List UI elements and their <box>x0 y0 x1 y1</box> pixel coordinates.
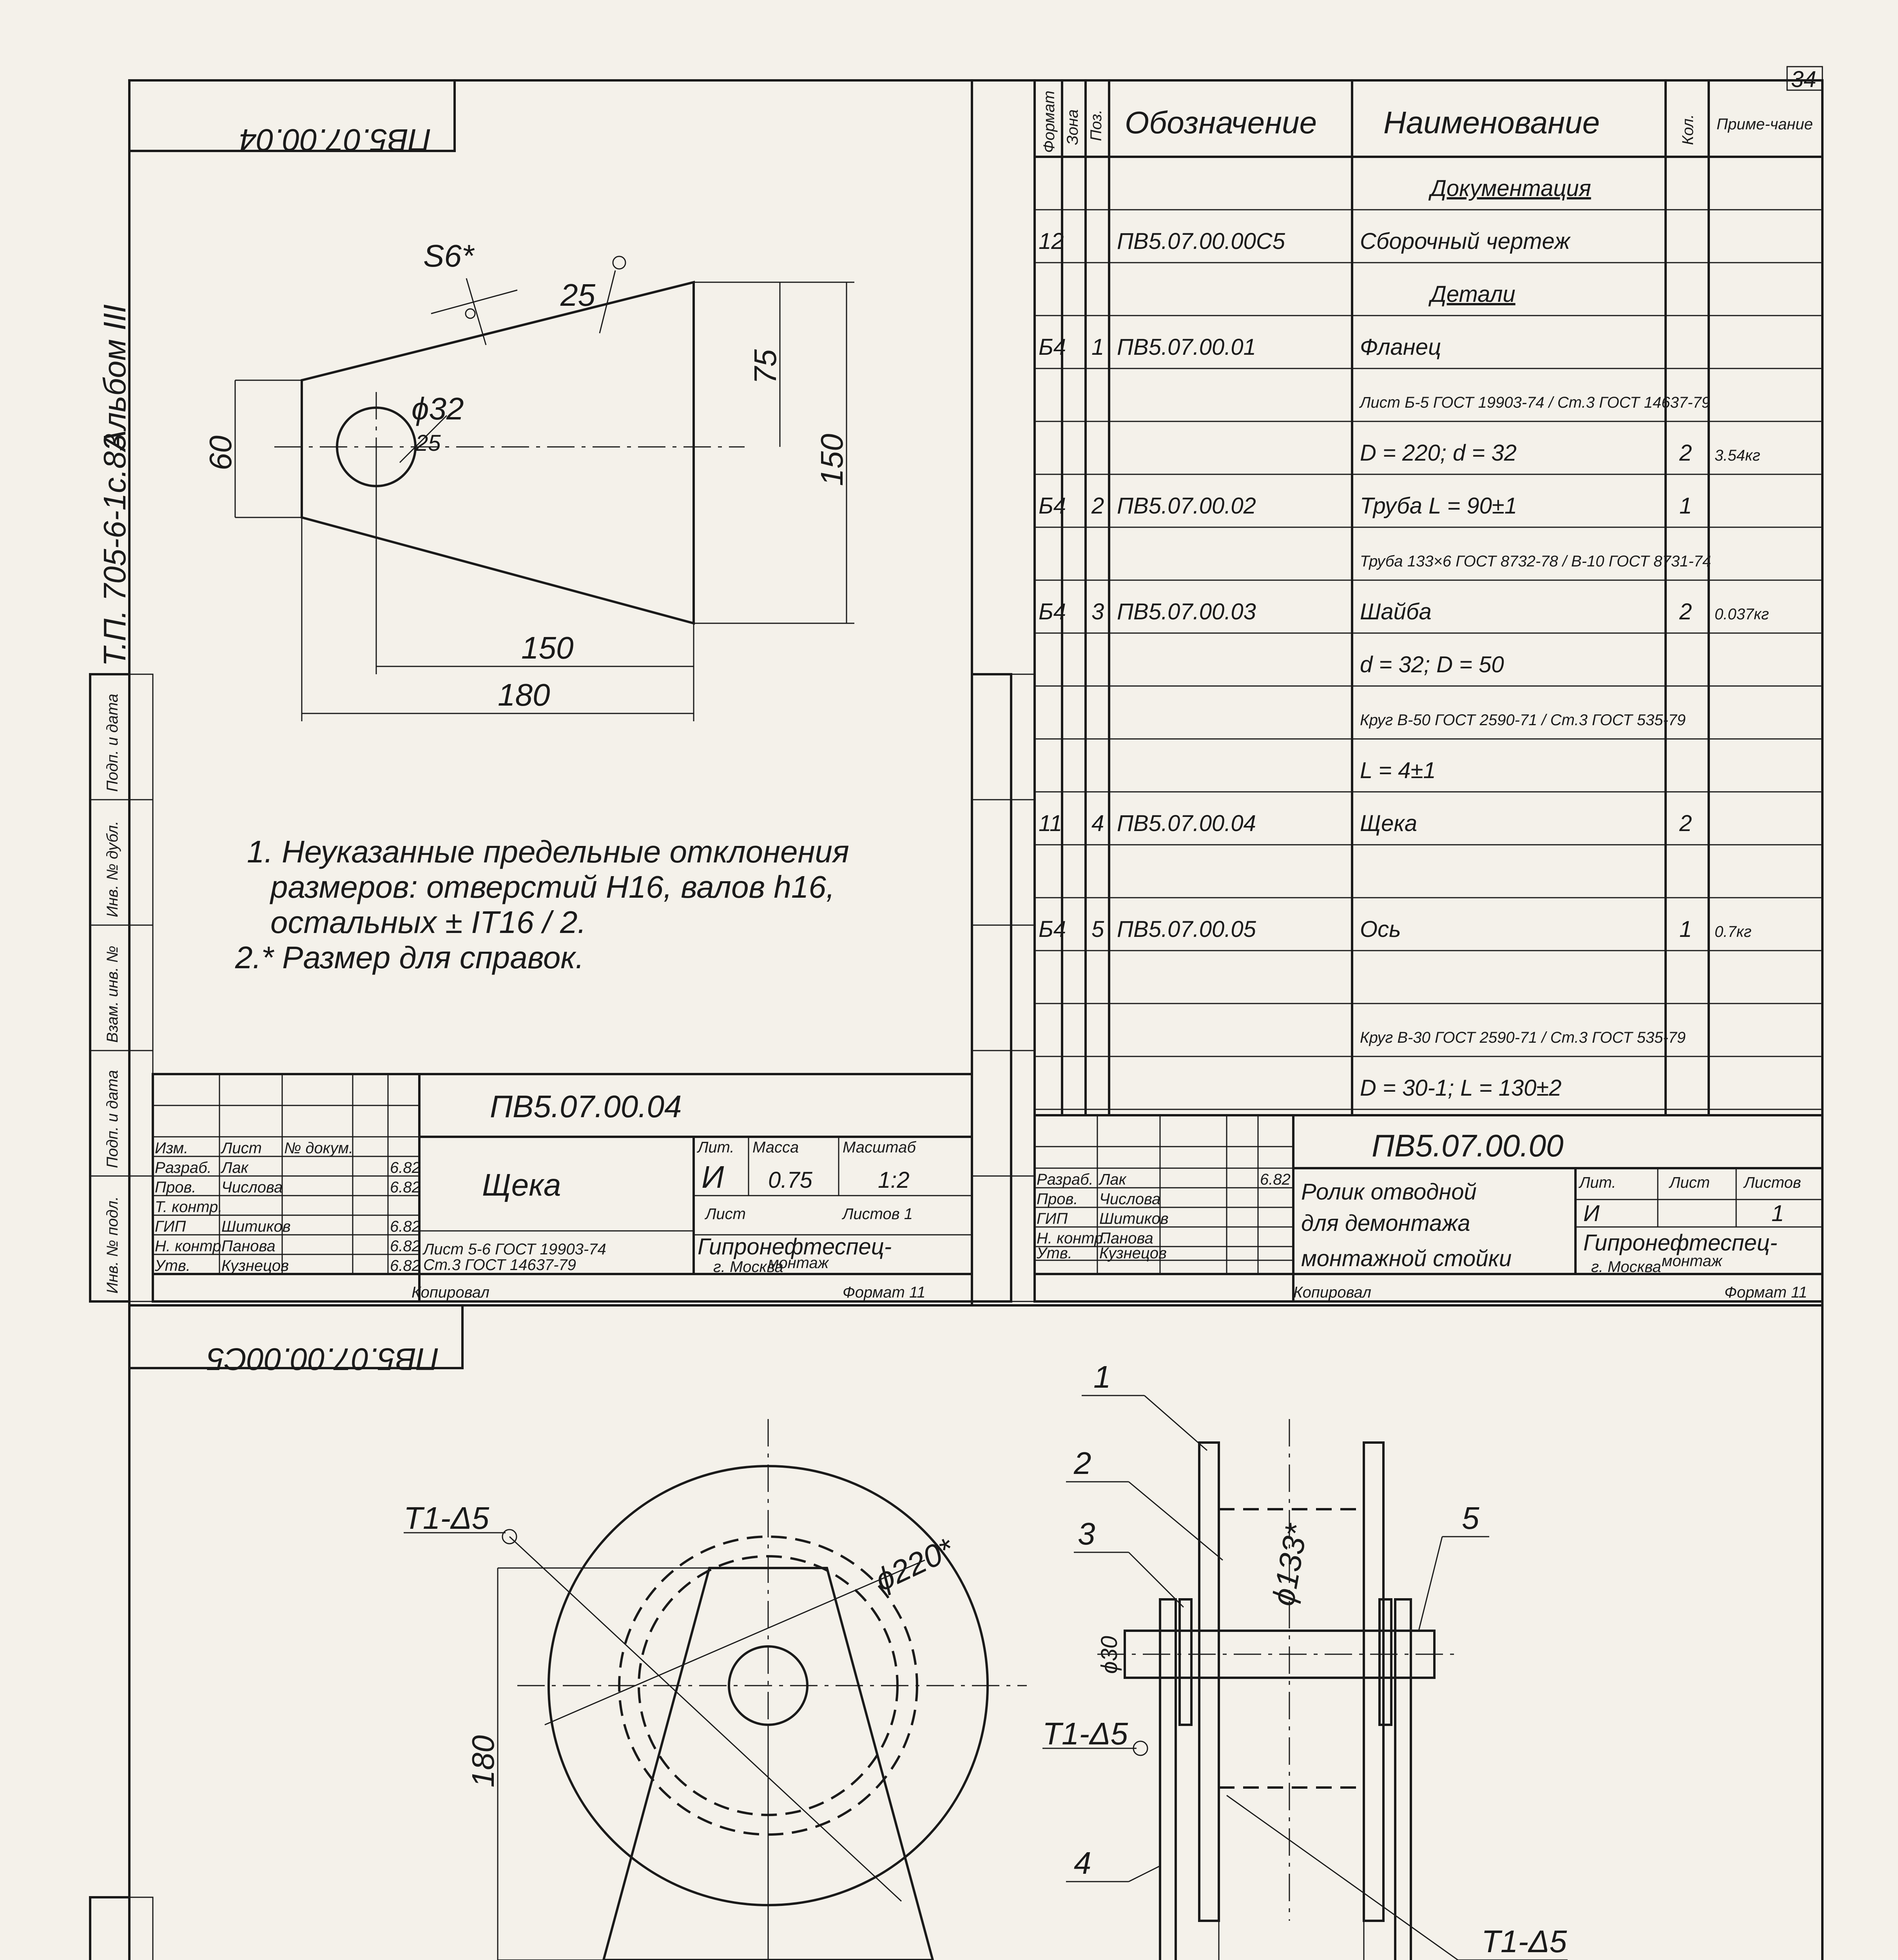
svg-text:Ст.3 ГОСТ 14637-79: Ст.3 ГОСТ 14637-79 <box>423 1256 576 1274</box>
svg-text:Разраб.: Разраб. <box>1037 1171 1093 1188</box>
svg-text:Формат: Формат <box>1041 91 1058 153</box>
spec-cell-qty: 2 <box>1679 811 1692 836</box>
svg-text:Шитиков: Шитиков <box>221 1218 291 1235</box>
part-title-code: ПВ5.07.00.04 <box>490 1089 682 1124</box>
dim-180-front: 180 <box>466 1735 500 1788</box>
spec-cell-name: Фланец <box>1360 334 1441 360</box>
spec-cell-qty: 1 <box>1679 493 1692 519</box>
svg-text:6.82: 6.82 <box>390 1218 421 1235</box>
stamp-label-3: Инв. № дубл. <box>104 821 121 917</box>
album-label: Альбом III <box>97 304 132 451</box>
svg-text:Т. контр.: Т. контр. <box>155 1198 223 1216</box>
spec-cell-designation: ПВ5.07.00.04 <box>1117 811 1256 836</box>
svg-text:ГИП: ГИП <box>155 1218 186 1235</box>
svg-text:Лит.: Лит. <box>698 1139 734 1156</box>
svg-text:Н. контр.: Н. контр. <box>1037 1230 1108 1247</box>
spec-cell-format: 11 <box>1039 811 1062 836</box>
spec-cell-name: d = 32; D = 50 <box>1360 652 1504 677</box>
callout-5: 5 <box>1462 1501 1479 1535</box>
roughness-25: 25 <box>560 278 595 312</box>
dim-150-bottom: 150 <box>521 630 574 665</box>
svg-text:Разраб.: Разраб. <box>155 1159 212 1176</box>
svg-text:Формат 11: Формат 11 <box>1724 1284 1807 1301</box>
svg-text:№ докум.: № докум. <box>284 1140 353 1157</box>
assembly-code-rotated: ПВ5.07.00.00С5 <box>207 1342 439 1377</box>
svg-text:Наименование: Наименование <box>1383 105 1600 140</box>
spec-cell-note: 0.037кг <box>1715 606 1769 623</box>
svg-text:Гипронефтеспец-: Гипронефтеспец- <box>698 1234 892 1259</box>
spec-cell-name: Документация <box>1430 176 1591 201</box>
svg-text:Зона: Зона <box>1064 109 1081 145</box>
spec-cell-name: Труба L = 90±1 <box>1360 493 1517 519</box>
svg-text:Утв.: Утв. <box>1037 1245 1072 1262</box>
spec-cell-name: Детали <box>1430 281 1515 307</box>
part-note-3: остальных ± IT16 / 2. <box>270 905 586 940</box>
svg-text:Изм.: Изм. <box>155 1140 189 1157</box>
hole-roughness: 25 <box>415 430 441 456</box>
svg-text:Числова: Числова <box>1099 1191 1161 1208</box>
svg-text:г. Москва: г. Москва <box>713 1258 783 1276</box>
svg-text:6.82: 6.82 <box>1260 1171 1291 1188</box>
svg-text:Поз.: Поз. <box>1088 109 1105 141</box>
svg-text:Шитиков: Шитиков <box>1099 1210 1169 1227</box>
spec-cell-designation: ПВ5.07.00.01 <box>1117 334 1256 360</box>
svg-text:ГИП: ГИП <box>1037 1210 1068 1227</box>
svg-text:1: 1 <box>1771 1201 1784 1226</box>
svg-text:Ролик отводной: Ролик отводной <box>1301 1179 1477 1205</box>
spec-cell-format: Б4 <box>1039 493 1066 519</box>
spec-cell-designation: ПВ5.07.00.05 <box>1117 916 1256 942</box>
svg-text:Пров.: Пров. <box>1037 1191 1078 1208</box>
svg-text:Масштаб: Масштаб <box>843 1139 916 1156</box>
svg-text:Обозначение: Обозначение <box>1125 105 1317 140</box>
svg-text:Утв.: Утв. <box>155 1257 190 1274</box>
svg-text:Пров.: Пров. <box>155 1179 196 1196</box>
callout-3: 3 <box>1078 1516 1095 1551</box>
callout-2: 2 <box>1074 1446 1091 1481</box>
spec-cell-designation: ПВ5.07.00.02 <box>1117 493 1256 519</box>
svg-text:Копировал: Копировал <box>1293 1284 1371 1301</box>
svg-text:Панова: Панова <box>1099 1230 1153 1247</box>
stamp-label-1: Подп. и дата <box>104 1070 121 1168</box>
sheet-number: 34 <box>1791 67 1816 92</box>
stamp-label-0: Инв. № подл. <box>104 1196 121 1294</box>
spec-cell-name: D = 220; d = 32 <box>1360 440 1517 466</box>
roughness-s6: S6* <box>423 238 474 273</box>
weld-mark-right: T1-Δ5 <box>1481 1924 1567 1959</box>
spec-cell-pos: 1 <box>1091 334 1104 360</box>
hole-diameter: ϕ32 <box>412 391 464 426</box>
svg-text:Лак: Лак <box>221 1159 248 1176</box>
flange-diameter: ϕ220* <box>870 1531 959 1598</box>
svg-text:Приме-чание: Приме-чание <box>1717 116 1813 133</box>
weld-mark-left: T1-Δ5 <box>404 1501 489 1535</box>
spec-cell-designation: ПВ5.07.00.03 <box>1117 599 1256 624</box>
spec-cell-name: Сборочный чертеж <box>1360 229 1570 254</box>
svg-text:г. Москва: г. Москва <box>1591 1258 1661 1276</box>
spec-cell-pos: 2 <box>1091 493 1104 519</box>
spec-cell-format: Б4 <box>1039 916 1066 942</box>
svg-text:Панова: Панова <box>221 1238 276 1255</box>
spec-cell-note: 0.7кг <box>1715 923 1752 940</box>
svg-text:Кузнецов: Кузнецов <box>1099 1245 1167 1262</box>
svg-text:Листов: Листов <box>1744 1174 1801 1191</box>
svg-text:Масса: Масса <box>752 1139 799 1156</box>
spec-cell-format: Б4 <box>1039 334 1066 360</box>
spec-cell-pos: 3 <box>1091 599 1104 624</box>
svg-text:для демонтажа: для демонтажа <box>1301 1210 1470 1236</box>
dim-150-right: 150 <box>814 434 849 486</box>
spec-cell-qty: 1 <box>1679 916 1692 942</box>
spec-cell-qty: 2 <box>1679 599 1692 624</box>
dim-75: 75 <box>748 349 783 384</box>
svg-text:Кол.: Кол. <box>1679 114 1697 145</box>
spec-cell-name: Труба 133×6 ГОСТ 8732-78 / В-10 ГОСТ 8731-74 <box>1360 553 1711 570</box>
dim-180: 180 <box>498 677 550 712</box>
part-note-2: размеров: отверстий Н16, валов h16, <box>270 869 835 904</box>
axle-diameter: ϕ30 <box>1097 1636 1122 1674</box>
spec-cell-format: 12 <box>1039 229 1064 254</box>
svg-text:6.82: 6.82 <box>390 1257 421 1274</box>
svg-text:Гипронефтеспец-: Гипронефтеспец- <box>1583 1230 1778 1256</box>
part-code-rotated: ПВ5.07.00.04 <box>239 123 431 158</box>
svg-text:И: И <box>702 1160 724 1194</box>
svg-text:Лак: Лак <box>1099 1171 1126 1188</box>
svg-text:Н. контр.: Н. контр. <box>155 1238 226 1255</box>
spec-title-code: ПВ5.07.00.00 <box>1372 1128 1564 1163</box>
spec-cell-note: 3.54кг <box>1715 447 1760 464</box>
svg-text:Числова: Числова <box>221 1179 283 1196</box>
callout-4: 4 <box>1074 1846 1091 1880</box>
dim-60: 60 <box>203 436 238 470</box>
svg-text:монтажной стойки: монтажной стойки <box>1301 1246 1512 1271</box>
svg-text:Копировал: Копировал <box>412 1284 489 1301</box>
spec-cell-name: Ось <box>1360 916 1401 942</box>
svg-text:0.75: 0.75 <box>768 1167 812 1193</box>
pipe-diameter: ϕ133* <box>1265 1521 1314 1608</box>
svg-text:6.82: 6.82 <box>390 1159 421 1176</box>
svg-text:монтаж: монтаж <box>1662 1252 1722 1270</box>
spec-cell-name: Круг В-50 ГОСТ 2590-71 / Ст.3 ГОСТ 535-79 <box>1360 711 1686 729</box>
svg-text:6.82: 6.82 <box>390 1238 421 1255</box>
svg-text:Лист: Лист <box>221 1140 262 1157</box>
spec-cell-name: Лист Б-5 ГОСТ 19903-74 / Ст.3 ГОСТ 14637-79 <box>1360 394 1710 411</box>
svg-text:И: И <box>1583 1201 1600 1226</box>
part-title-name: Щека <box>482 1167 561 1202</box>
part-note-4: 2.* Размер для справок. <box>235 940 584 975</box>
spec-cell-format: Б4 <box>1039 599 1066 624</box>
stamp-label-2: Взам. инв. № <box>104 946 121 1043</box>
svg-text:Лист: Лист <box>705 1205 746 1223</box>
svg-text:1:2: 1:2 <box>878 1167 910 1193</box>
svg-text:6.82: 6.82 <box>390 1179 421 1196</box>
series-code-label: Т.П. 705-6-1с.83 <box>97 434 132 666</box>
spec-cell-qty: 2 <box>1679 440 1692 466</box>
svg-text:Лист 5-6 ГОСТ 19903-74: Лист 5-6 ГОСТ 19903-74 <box>423 1241 606 1258</box>
svg-text:Лист: Лист <box>1670 1174 1710 1191</box>
svg-text:Листов 1: Листов 1 <box>843 1205 913 1223</box>
spec-cell-name: Щека <box>1360 811 1418 836</box>
stamp-label-4: Подп. и дата <box>104 693 121 792</box>
spec-cell-pos: 4 <box>1091 811 1104 836</box>
spec-cell-designation: ПВ5.07.00.00С5 <box>1117 229 1285 254</box>
weld-mark-mid: T1-Δ5 <box>1042 1716 1128 1751</box>
spec-cell-name: Шайба <box>1360 599 1432 624</box>
spec-cell-name: Круг В-30 ГОСТ 2590-71 / Ст.3 ГОСТ 535-79 <box>1360 1029 1686 1046</box>
svg-text:Лит.: Лит. <box>1579 1174 1616 1191</box>
callout-1: 1 <box>1093 1359 1111 1394</box>
svg-text:монтаж: монтаж <box>768 1254 829 1272</box>
svg-text:Кузнецов: Кузнецов <box>221 1257 289 1274</box>
spec-cell-name: L = 4±1 <box>1360 758 1436 783</box>
part-note-1: 1. Неуказанные предельные отклонения <box>247 834 849 869</box>
svg-text:Формат 11: Формат 11 <box>843 1284 926 1301</box>
spec-cell-name: D = 30-1; L = 130±2 <box>1360 1075 1562 1101</box>
spec-cell-pos: 5 <box>1091 916 1104 942</box>
